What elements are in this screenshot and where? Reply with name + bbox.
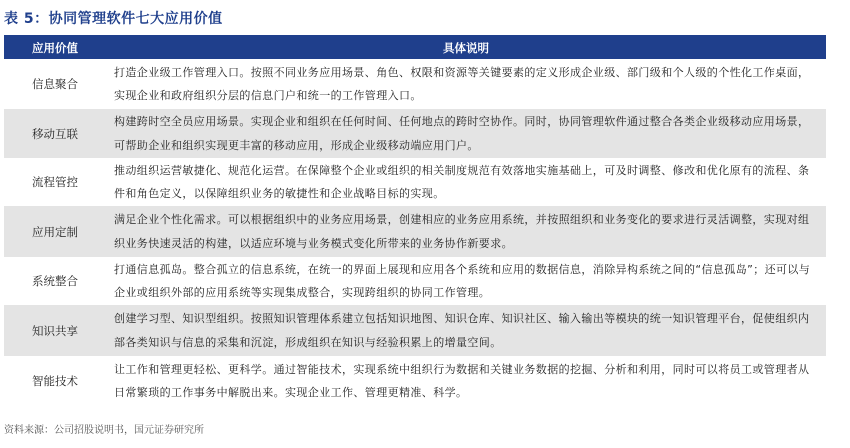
row-label: 系统整合 [32, 274, 78, 288]
header-value: 应用价值 [32, 41, 78, 55]
row-label: 移动互联 [32, 126, 78, 141]
table-row [4, 257, 826, 305]
source-note: 资料来源：公司招股说明书，国元证券研究所 [4, 425, 204, 436]
row-label: 信息聚合 [32, 77, 78, 91]
row-label: 智能技术 [32, 374, 78, 388]
row-description: 打造企业级工作管理入口。按照不同业务应用场景、角色、权限和资源等关键要素的定义形成企业级、部门级和个人级的个性化工作桌面，实现企业和政府组织分层的信息门户和统一的工作管理入口。 [114, 65, 810, 102]
row-description: 推动组织运营敏捷化、规范化运营。在保障整个企业或组织的相关制度规范有效落地实施基础上，可及时调整、修改和优化原有的流程、条件和角色定义，以保障组织业务的敏捷性和企业战略目标的实现。 [114, 163, 810, 200]
row-description: 构建跨时空全员应用场景。实现企业和组织在任何时间、任何地点的跨时空协作。同时，协同管理软件通过整合各类企业级移动应用场景，可帮助企业和组织实现更丰富的移动应用，形成企业级移动端应用门户。 [114, 115, 810, 152]
row-description: 创建学习型、知识型组织。按照知识管理体系建立包括知识地图、知识仓库、知识社区、输入输出等模块的统一知识管理平台，促使组织内部各类知识与信息的采集和沉淀，形成组织在知识与经验积累上的增量空间。 [114, 312, 810, 349]
row-label: 流程管控 [32, 175, 78, 189]
table-row [4, 109, 826, 158]
value-table [4, 35, 826, 406]
table-row [4, 158, 826, 206]
row-description: 满足企业个性化需求。可以根据组织中的业务应用场景，创建相应的业务应用系统，并按照组织和业务变化的要求进行灵活调整，实现对组织业务快速灵活的构建，以适应环境与业务模式变化所带来的业务协作新要求。 [114, 213, 810, 250]
table-row [4, 206, 826, 257]
row-label: 知识共享 [32, 323, 78, 338]
table-header [4, 37, 826, 59]
table-row [4, 356, 826, 406]
header-description: 具体说明 [443, 41, 489, 55]
table-row [4, 59, 826, 109]
row-label: 应用定制 [32, 224, 78, 239]
table-title: 表 5：协同管理软件七大应用价值 [4, 11, 223, 27]
row-description: 让工作和管理更轻松、更科学。通过智能技术，实现系统中组织行为数据和关键业务数据的挖掘、分析和利用，同时可以将员工或管理者从日常繁琐的工作事务中解脱出来。实现企业工作、管理更精准、科学。 [114, 362, 810, 399]
table-row [4, 305, 826, 356]
row-description: 打通信息孤岛。整合孤立的信息系统，在统一的界面上展现和应用各个系统和应用的数据信息，消除异构系统之间的“信息孤岛”；还可以与企业或组织外部的应用系统等实现集成整合，实现跨组织的协同工作管理。 [114, 262, 811, 299]
